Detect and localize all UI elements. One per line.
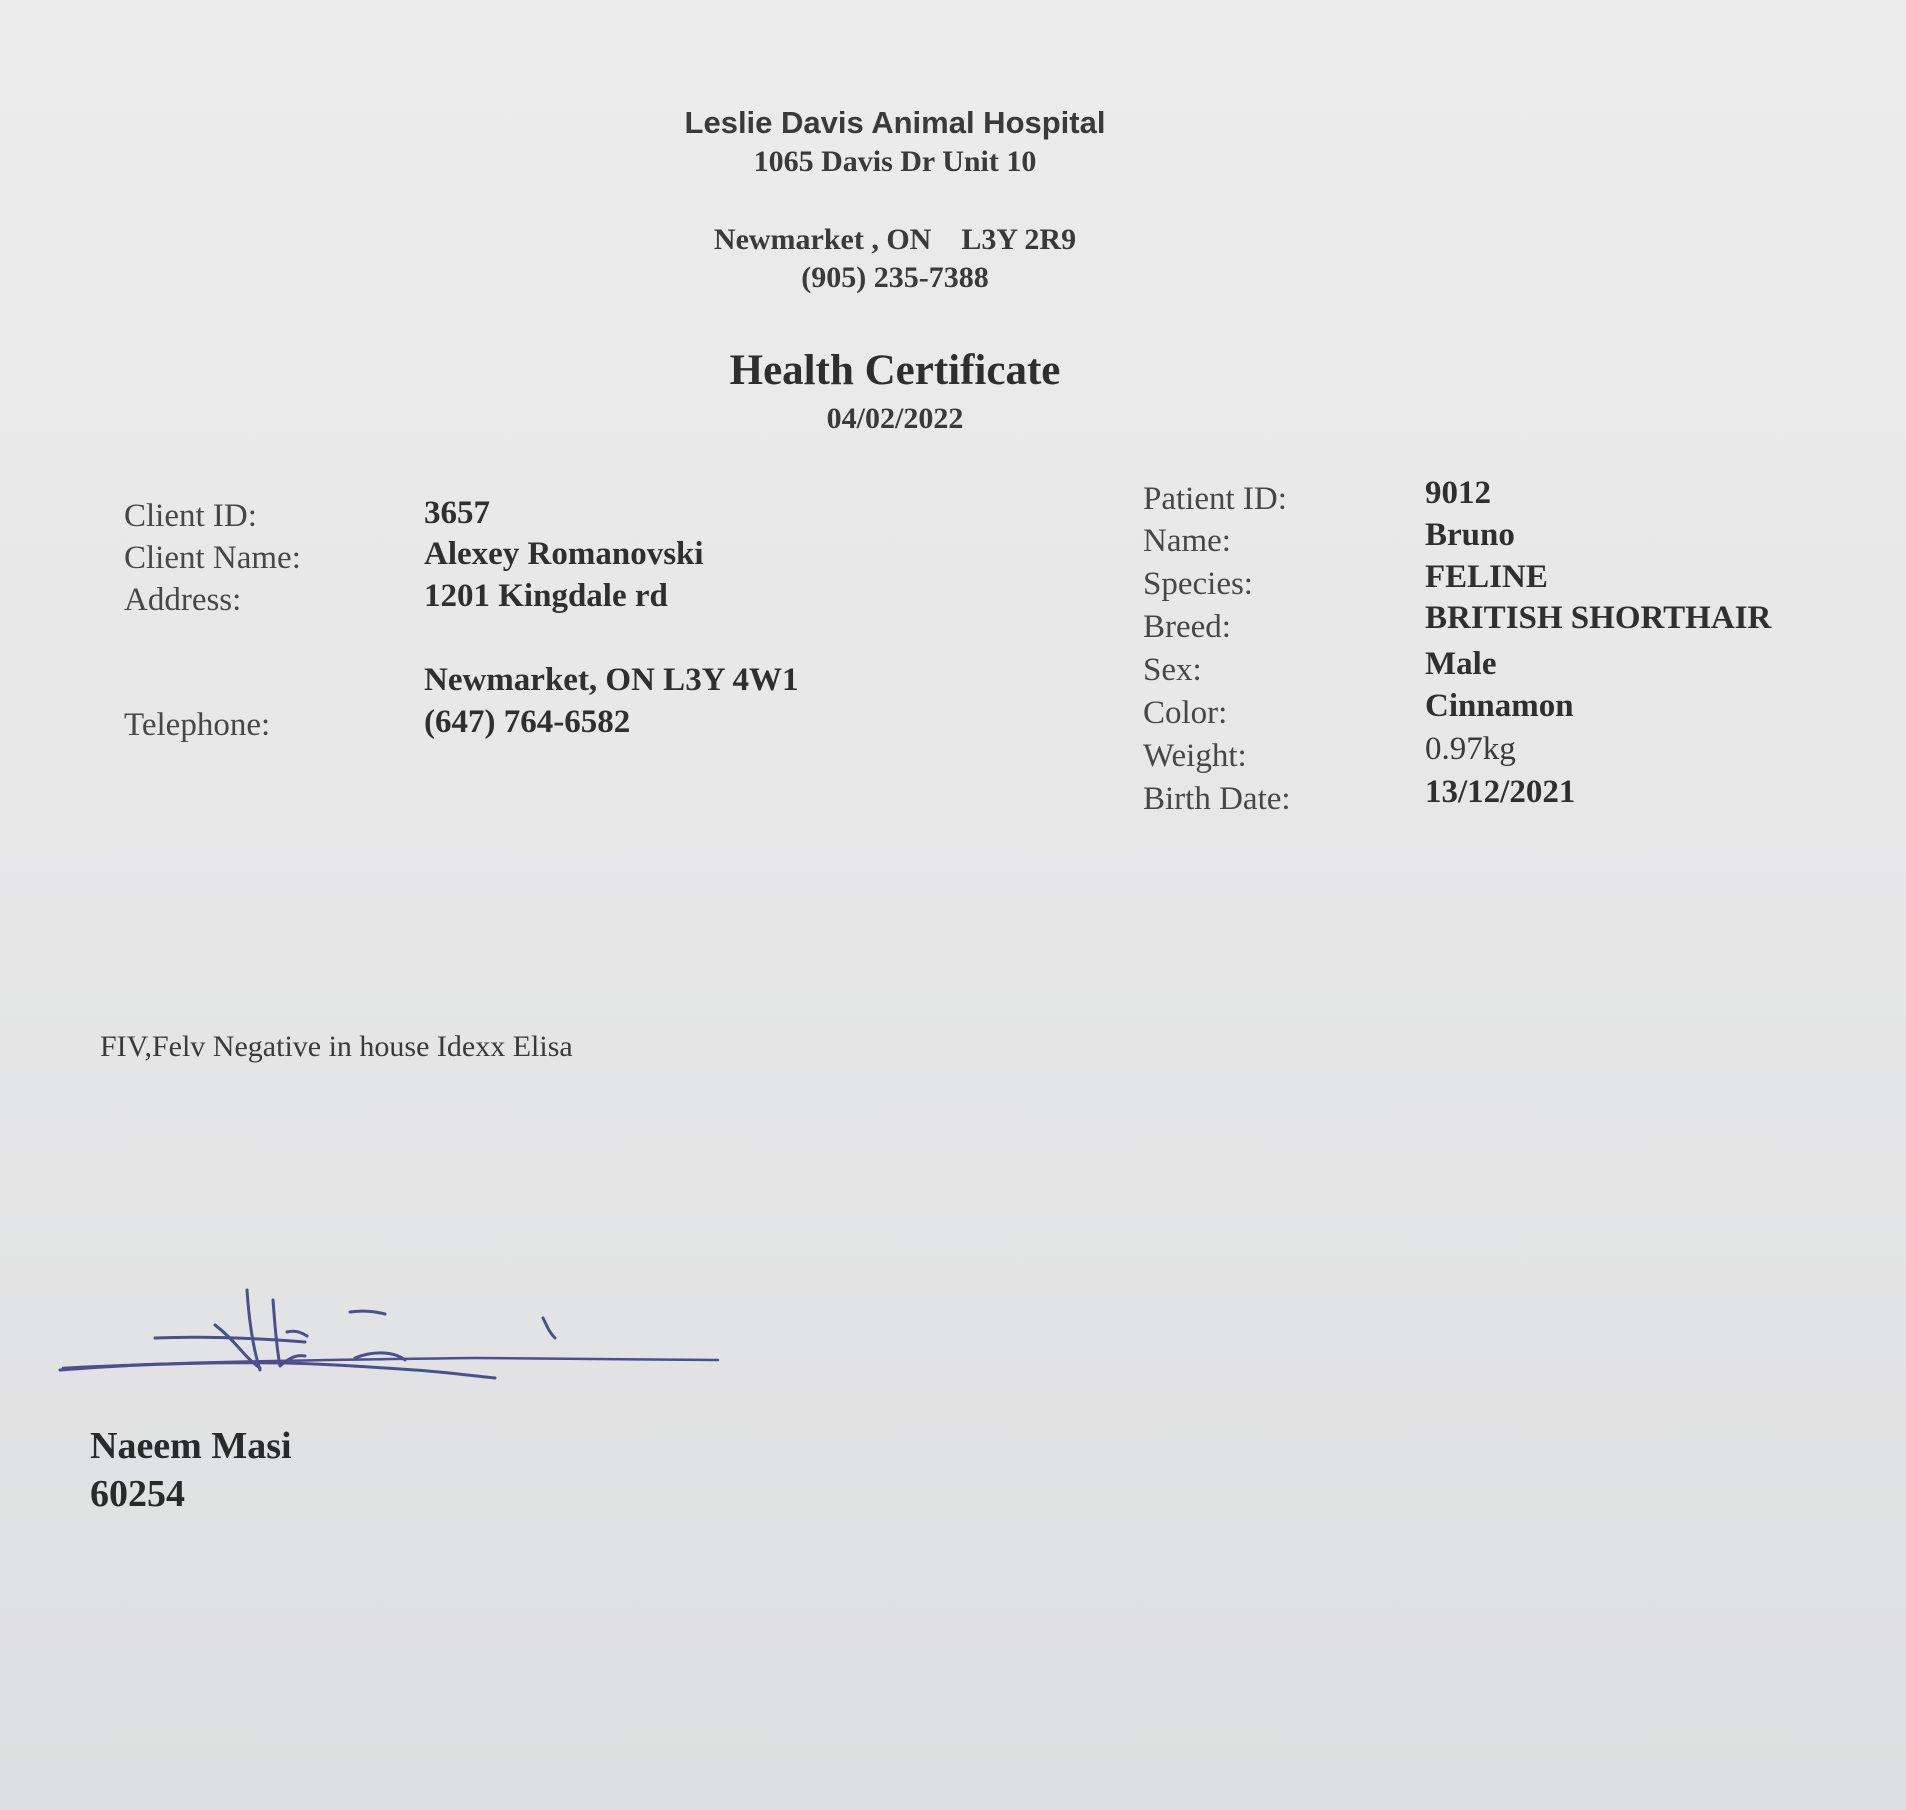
- patient-name-value: Bruno: [1425, 517, 1515, 553]
- clinic-address-line2: Newmarket , ON L3Y 2R9: [713, 223, 1077, 256]
- patient-color-value: Cinnamon: [1425, 688, 1574, 724]
- clinic-address-line1: 1065 Davis Dr Unit 10: [753, 145, 1037, 178]
- document-date: 04/02/2022: [826, 402, 964, 435]
- patient-species-value: FELINE: [1425, 559, 1548, 595]
- patient-birth-date-label: Birth Date:: [1143, 781, 1291, 817]
- client-address-line2: Newmarket, ON L3Y 4W1: [424, 662, 799, 698]
- patient-sex-label: Sex:: [1143, 652, 1202, 688]
- client-name-label: Client Name:: [124, 540, 301, 576]
- test-result-note: FIV,Felv Negative in house Idexx Elisa: [100, 1030, 573, 1063]
- patient-weight-label: Weight:: [1143, 738, 1247, 774]
- document-title: Health Certificate: [729, 347, 1061, 394]
- patient-breed-label: Breed:: [1143, 609, 1231, 645]
- signer-license-number: 60254: [90, 1473, 185, 1515]
- patient-species-label: Species:: [1143, 566, 1253, 602]
- client-name-value: Alexey Romanovski: [424, 536, 704, 572]
- clinic-phone: (905) 235-7388: [801, 261, 989, 294]
- client-id-label: Client ID:: [124, 498, 257, 534]
- patient-weight-value: 0.97kg: [1425, 731, 1516, 767]
- patient-id-label: Patient ID:: [1143, 481, 1287, 517]
- client-telephone-value: (647) 764-6582: [424, 704, 631, 740]
- patient-breed-value: BRITISH SHORTHAIR: [1425, 600, 1772, 636]
- patient-birth-date-value: 13/12/2021: [1425, 774, 1576, 810]
- signer-name: Naeem Masi: [90, 1425, 292, 1467]
- clinic-name: Leslie Davis Animal Hospital: [684, 105, 1106, 140]
- client-id-value: 3657: [424, 495, 490, 531]
- patient-sex-value: Male: [1425, 646, 1497, 682]
- patient-color-label: Color:: [1143, 695, 1228, 731]
- client-address-label: Address:: [124, 582, 242, 618]
- patient-name-label: Name:: [1143, 523, 1231, 559]
- handwritten-signature: [55, 1270, 735, 1400]
- client-address-line1: 1201 Kingdale rd: [424, 578, 668, 614]
- client-telephone-label: Telephone:: [124, 707, 271, 743]
- patient-id-value: 9012: [1425, 475, 1491, 511]
